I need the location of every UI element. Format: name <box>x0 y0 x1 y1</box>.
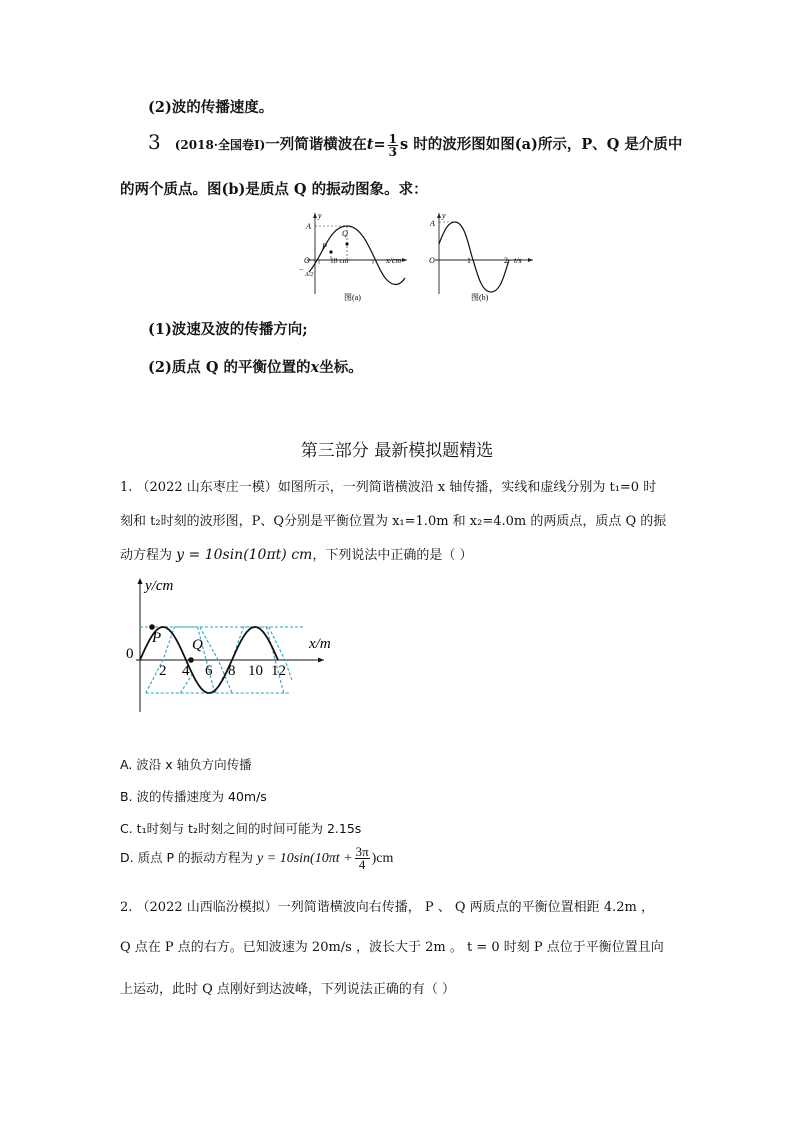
fig-b-caption: 图(b) <box>471 293 489 302</box>
x-tick-6: 6 <box>205 663 213 679</box>
question-number: 3 <box>148 130 161 154</box>
x-variable: x <box>310 359 320 376</box>
fig-b-tick-2: 2 <box>504 256 508 265</box>
q2-line3: 上运动，此时 Q 点刚好到达波峰，下列说法正确的有（ ） <box>120 982 456 997</box>
q1-wave-figure <box>116 572 348 718</box>
option-d-num: 3π <box>355 844 369 859</box>
fraction-one-third <box>388 133 398 158</box>
subquestion-2 <box>148 356 363 377</box>
fig-b-t-label: t/s <box>514 256 522 265</box>
fig-b-x-arrow <box>528 258 533 262</box>
question-source: (2018·全国卷Ⅰ) <box>174 138 266 152</box>
option-a[interactable]: A. 波沿 x 轴负方向传播 <box>120 757 252 772</box>
fig-a-x-arrow <box>402 258 407 262</box>
fig-a-distance: 18 cm <box>330 256 349 265</box>
p-label: P <box>152 630 162 646</box>
option-d-text: D. 质点 P 的振动方程为 <box>120 850 254 865</box>
x-tick-2: 2 <box>159 663 167 679</box>
option-d[interactable] <box>120 846 393 871</box>
x-axis-label: x/m <box>309 636 331 652</box>
option-d-fraction <box>355 846 370 871</box>
x-tick-10: 10 <box>248 663 263 679</box>
fig-b-origin: O <box>429 256 435 265</box>
fig-a-caption: 图(a) <box>344 293 361 302</box>
fraction-numerator: 1 <box>388 131 397 146</box>
question-text-part1: 一列简谐横波在 <box>265 136 367 153</box>
option-b[interactable]: B. 波的传播速度为 40m/s <box>120 789 267 804</box>
fraction-denominator: 3 <box>388 144 397 159</box>
fig-a-half-A: A/2 <box>305 272 314 278</box>
x-tick-labels <box>159 663 286 679</box>
fig-a-x-label: x/cm <box>386 256 402 265</box>
fig-a-point-q <box>345 242 348 245</box>
subquestion-2-part1: (2)质点 Q 的平衡位置的 <box>148 359 311 376</box>
option-c[interactable]: C. t₁时刻与 t₂时刻之间的时间可能为 2.15s <box>120 821 362 836</box>
subquestion-1: (1)波速及波的传播方向; <box>148 321 308 338</box>
x-tick-12: 12 <box>271 663 286 679</box>
q1-line2: 刻和 t₂时刻的波形图，P、Q分别是平衡位置为 x₁=1.0m 和 x₂=4.0m 的两质点，质点 Q 的振 <box>120 514 667 529</box>
fig-a-Q-label: Q <box>342 229 348 238</box>
fig-a-y-arrow <box>313 213 317 218</box>
q1-line1: 1. （2022 山东枣庄一模）如图所示，一列简谐横波沿 x 轴传播，实线和虚线分别为 t₁=0 时 <box>120 480 657 495</box>
question-3-line1 <box>148 130 682 158</box>
fig-a-origin: O <box>304 256 310 265</box>
option-d-den: 4 <box>358 857 366 872</box>
q2-text: (2)波的传播速度。 <box>148 99 274 116</box>
fig-a-minus: − <box>299 265 304 274</box>
fig-b-vibration-curve <box>439 222 509 292</box>
option-d-eq1: y = 10sin(10πt + <box>257 851 353 866</box>
fig-a-P-label: P <box>322 242 327 251</box>
fig-a-A-label: A <box>306 222 311 231</box>
equals-sign: = <box>373 136 386 153</box>
section-title: 第三部分 最新模拟题精选 <box>300 441 494 461</box>
question-3-line2: 的两个质点。图(b)是质点 Q 的振动图象。求： <box>120 181 428 198</box>
x-tick-8: 8 <box>228 663 236 679</box>
x-tick-4: 4 <box>182 663 190 679</box>
question-text-part2: s 时的波形图如图(a)所示，P、Q 是介质中 <box>400 136 683 153</box>
q2-line1: 2. （2022 山西临汾模拟）一列简谐横波向右传播， P 、 Q 两质点的平衡位置相距 4.2m ， <box>120 900 654 915</box>
point-p <box>149 624 155 630</box>
q2-line2: Q 点在 P 点的右方。已知波速为 20m/s ，波长大于 2m 。 t = 0 时刻 P 点位于平衡位置且向 <box>120 940 664 955</box>
y-axis-label: y/cm <box>145 578 174 594</box>
fig-b-tick-1: 1 <box>467 256 471 265</box>
fig-b-A-label: A <box>430 219 435 228</box>
q1-equation: y = 10sin(10πt) cm <box>176 547 313 563</box>
fig-b-y-arrow <box>437 213 441 218</box>
origin-label: 0 <box>126 646 134 662</box>
q-label: Q <box>192 637 203 653</box>
q1-line3-part1: 动方程为 <box>120 548 173 563</box>
wave-figures-ab <box>295 208 545 308</box>
q1-line3 <box>120 544 472 563</box>
point-q <box>188 657 194 663</box>
fig-a-point-p <box>329 250 332 253</box>
option-d-eq2: )cm <box>371 851 394 866</box>
x-axis-arrow <box>318 658 324 663</box>
t-variable: t <box>366 136 374 153</box>
fig-a-y-label: y <box>318 211 322 220</box>
fig-b-y-label: y <box>442 211 446 220</box>
subquestion-2-part2: 坐标。 <box>319 359 363 376</box>
q1-line3-part2: ，下列说法中正确的是（ ） <box>312 548 473 563</box>
y-axis-arrow <box>138 578 143 584</box>
